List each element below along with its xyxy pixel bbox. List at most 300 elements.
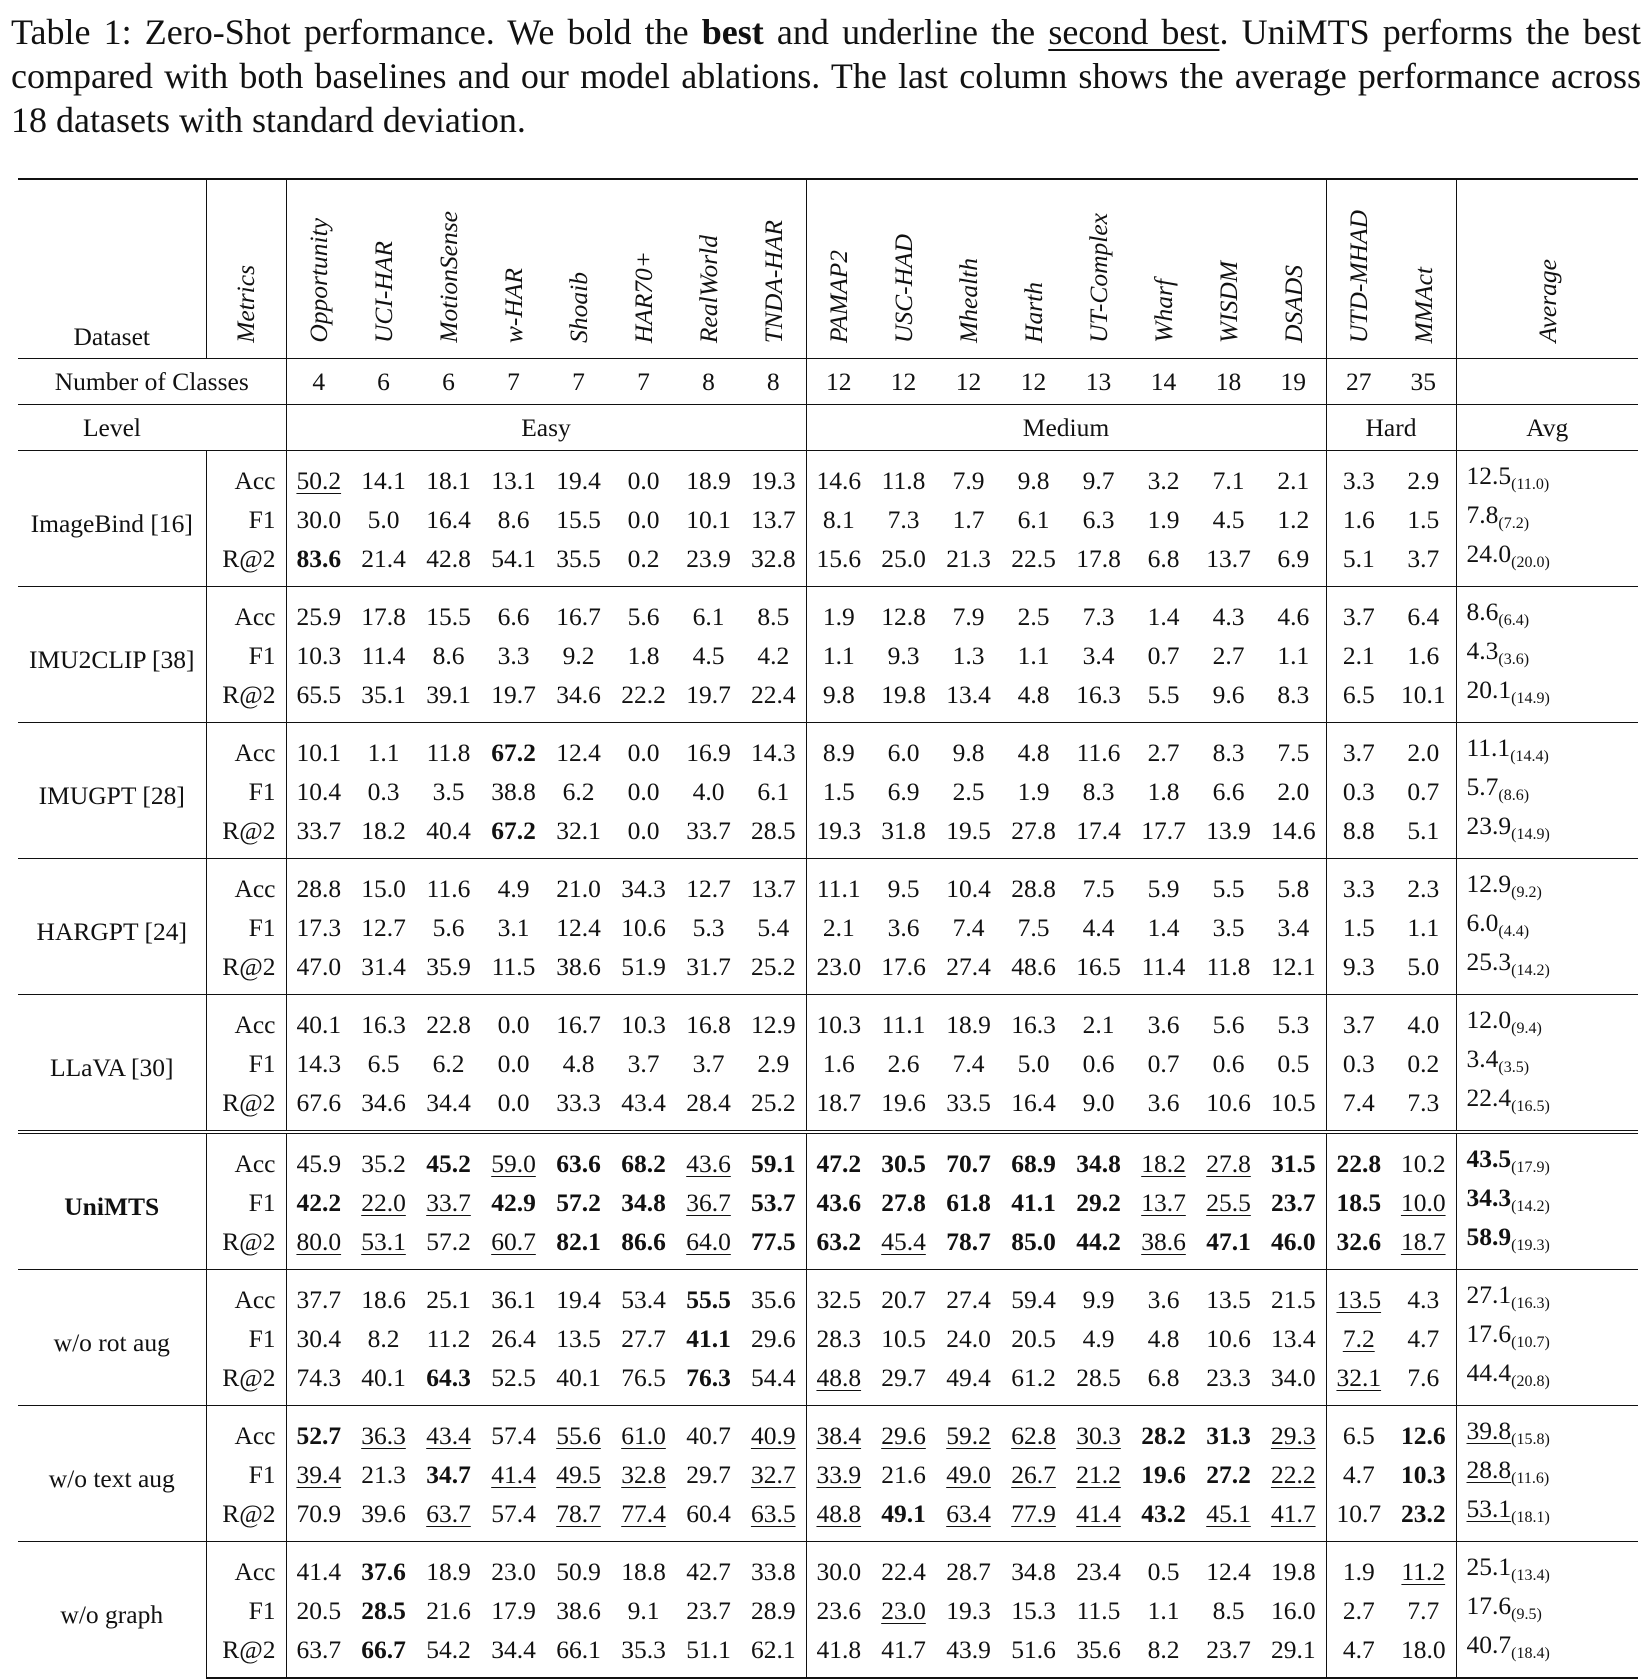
value-text: 21.3: [361, 1459, 406, 1489]
value-cell: [936, 636, 1001, 675]
value-cell: [1001, 811, 1066, 859]
table-row: [18, 1630, 1638, 1678]
metric-label: R@2: [206, 1222, 286, 1270]
value-cell: [351, 451, 416, 501]
value-text: 10.3: [816, 1009, 862, 1039]
value-text: 19.6: [881, 1087, 926, 1117]
value-cell: [1326, 1183, 1391, 1222]
value-cell: [871, 772, 936, 811]
value-cell: [936, 1132, 1001, 1183]
value-cell: [1261, 1270, 1326, 1320]
value-cell: [1391, 1455, 1456, 1494]
value-cell: [416, 1319, 481, 1358]
value-cell: [1196, 1358, 1261, 1406]
dataset-header-cell: [351, 179, 416, 359]
value-cell: [1261, 500, 1326, 539]
table-row: [18, 1183, 1638, 1222]
value-cell: [676, 1183, 741, 1222]
value-text: 18.9: [686, 465, 731, 495]
value-cell: [1261, 539, 1326, 587]
value-text: 12.7: [686, 873, 731, 903]
average-cell: [1456, 1591, 1638, 1630]
value-cell: [416, 811, 481, 859]
value-text: 11.1: [881, 1009, 926, 1039]
metric-label: Acc: [206, 995, 286, 1045]
value-text: 85.0: [1011, 1226, 1056, 1256]
value-text: 2.7: [1342, 1595, 1375, 1625]
value-text: 13.4: [946, 679, 991, 709]
value-cell: [676, 1406, 741, 1456]
value-text: 10.3: [1400, 1459, 1446, 1489]
value-cell: [546, 947, 611, 995]
value-cell: [611, 451, 676, 501]
value-cell: [1391, 1222, 1456, 1270]
value-cell: [481, 1132, 546, 1183]
value-cell: [481, 1406, 546, 1456]
num-classes-cell: 7: [546, 359, 611, 405]
average-cell: [1456, 1132, 1638, 1183]
value-text: 5.6: [432, 912, 465, 942]
value-text: 38.6: [556, 951, 601, 981]
level-label: Level: [18, 405, 206, 451]
value-cell: [676, 947, 741, 995]
dataset-header-cell: [1131, 179, 1196, 359]
dataset-header-cell: [676, 179, 741, 359]
value-text: 44.2: [1076, 1226, 1121, 1256]
value-cell: [1066, 947, 1131, 995]
value-cell: [481, 1044, 546, 1083]
average-std: (14.2): [1511, 962, 1550, 979]
value-cell: [1001, 1406, 1066, 1456]
value-cell: [1196, 1132, 1261, 1183]
dataset-header-cell: [1261, 179, 1326, 359]
metric-label: F1: [206, 772, 286, 811]
value-cell: [741, 947, 806, 995]
value-cell: [546, 1044, 611, 1083]
average-std: (8.6): [1498, 787, 1530, 804]
value-text: 8.2: [367, 1323, 400, 1353]
value-cell: [1261, 636, 1326, 675]
average-cell: [1456, 500, 1638, 539]
value-cell: [871, 451, 936, 501]
value-cell: [481, 1455, 546, 1494]
value-text: 49.1: [881, 1498, 926, 1528]
value-cell: [1196, 1083, 1261, 1132]
dataset-header-name: UTD-MHAD: [1344, 209, 1373, 343]
value-cell: [611, 587, 676, 637]
value-text: 2.9: [757, 1048, 790, 1078]
level-medium: Medium: [806, 405, 1326, 451]
value-text: 8.6: [432, 640, 465, 670]
dataset-header-name: RealWorld: [693, 234, 723, 343]
value-text: 76.3: [686, 1362, 731, 1392]
value-text: 27.7: [621, 1323, 666, 1353]
value-text: 74.3: [296, 1362, 342, 1392]
value-cell: [546, 1083, 611, 1132]
value-cell: [351, 772, 416, 811]
value-text: 20.5: [296, 1595, 342, 1625]
value-text: 34.0: [1270, 1362, 1316, 1392]
value-cell: [286, 1132, 351, 1183]
value-text: 4.0: [692, 776, 725, 806]
value-text: 21.2: [1076, 1459, 1121, 1489]
value-text: 28.5: [361, 1595, 406, 1625]
value-text: 31.7: [686, 951, 731, 981]
model-name: w/o text aug: [18, 1406, 206, 1542]
metric-label: Acc: [206, 1542, 286, 1592]
value-cell: [611, 1183, 676, 1222]
value-cell: [286, 500, 351, 539]
average-value: 5.7: [1466, 772, 1499, 801]
num-classes-cell: 12: [936, 359, 1001, 405]
value-cell: [871, 1183, 936, 1222]
value-text: 3.1: [497, 912, 530, 942]
value-text: 40.9: [750, 1420, 796, 1450]
value-cell: [741, 1222, 806, 1270]
value-text: 17.4: [1076, 815, 1121, 845]
value-text: 7.6: [1407, 1362, 1440, 1392]
average-value: 25.1: [1466, 1552, 1512, 1581]
value-cell: [286, 587, 351, 637]
value-cell: [871, 859, 936, 909]
average-std: (7.2): [1498, 515, 1530, 532]
average-header-cell: [1456, 179, 1638, 359]
value-cell: [1261, 1183, 1326, 1222]
value-text: 20.5: [1011, 1323, 1056, 1353]
table-row: [18, 772, 1638, 811]
value-text: 43.9: [946, 1634, 991, 1664]
value-cell: [1391, 500, 1456, 539]
value-text: 59.2: [946, 1420, 991, 1450]
value-text: 10.5: [1270, 1087, 1316, 1117]
value-cell: [1326, 1132, 1391, 1183]
average-cell: [1456, 908, 1638, 947]
average-value: 22.4: [1466, 1083, 1512, 1112]
value-text: 63.2: [816, 1226, 862, 1256]
caption-part3: . UniMTS performs the best compared with both baselines and our model ablations. The last column shows the average performance across 18 datasets with standard deviation.: [11, 12, 1641, 140]
value-cell: [481, 1542, 546, 1592]
value-cell: [1196, 587, 1261, 637]
value-cell: [806, 1270, 871, 1320]
value-text: 1.1: [1147, 1595, 1180, 1625]
value-text: 2.7: [1147, 737, 1180, 767]
value-text: 4.7: [1342, 1459, 1375, 1489]
value-cell: [416, 1630, 481, 1678]
value-text: 23.4: [1076, 1556, 1121, 1586]
table-row: [18, 451, 1638, 501]
metric-label: F1: [206, 1319, 286, 1358]
value-cell: [1001, 1183, 1066, 1222]
value-cell: [936, 859, 1001, 909]
metric-label: Acc: [206, 587, 286, 637]
value-text: 13.7: [750, 504, 796, 534]
average-cell: [1456, 723, 1638, 773]
model-name: HARGPT [24]: [18, 859, 206, 995]
value-cell: [1001, 1455, 1066, 1494]
value-text: 35.2: [361, 1148, 406, 1178]
value-cell: [351, 539, 416, 587]
value-cell: [1196, 451, 1261, 501]
average-cell: [1456, 1630, 1638, 1678]
value-cell: [351, 636, 416, 675]
average-value: 23.9: [1466, 811, 1512, 840]
value-text: 34.3: [621, 873, 666, 903]
value-cell: [611, 995, 676, 1045]
value-text: 40.7: [686, 1420, 731, 1450]
value-text: 8.3: [1277, 679, 1310, 709]
value-cell: [1391, 1406, 1456, 1456]
value-text: 18.9: [426, 1556, 471, 1586]
value-text: 4.8: [1017, 679, 1050, 709]
value-text: 16.7: [556, 1009, 601, 1039]
value-text: 0.7: [1147, 1048, 1180, 1078]
value-cell: [351, 859, 416, 909]
value-cell: [741, 1630, 806, 1678]
value-cell: [1391, 1270, 1456, 1320]
value-text: 23.0: [491, 1556, 536, 1586]
value-text: 53.1: [361, 1226, 406, 1256]
value-text: 26.4: [491, 1323, 536, 1353]
value-cell: [1326, 1222, 1391, 1270]
value-cell: [611, 1406, 676, 1456]
value-cell: [1066, 1183, 1131, 1222]
value-text: 6.2: [562, 776, 595, 806]
num-classes-cell: 7: [611, 359, 676, 405]
value-text: 7.3: [1407, 1087, 1440, 1117]
value-cell: [1391, 723, 1456, 773]
value-text: 25.9: [296, 601, 342, 631]
value-cell: [286, 539, 351, 587]
value-cell: [1131, 947, 1196, 995]
dataset-header-cell: [1066, 179, 1131, 359]
value-text: 32.5: [816, 1284, 862, 1314]
value-text: 34.8: [1076, 1148, 1121, 1178]
value-cell: [936, 1183, 1001, 1222]
value-cell: [1196, 636, 1261, 675]
value-cell: [741, 1044, 806, 1083]
metric-label: F1: [206, 1591, 286, 1630]
value-cell: [936, 947, 1001, 995]
table-row: [18, 811, 1638, 859]
value-text: 1.4: [1147, 912, 1180, 942]
value-cell: [1326, 1083, 1391, 1132]
value-text: 6.2: [432, 1048, 465, 1078]
value-cell: [871, 1083, 936, 1132]
value-cell: [1196, 1630, 1261, 1678]
value-cell: [1001, 772, 1066, 811]
value-text: 6.9: [887, 776, 920, 806]
value-text: 28.9: [750, 1595, 796, 1625]
average-value: 7.8: [1466, 500, 1499, 529]
value-text: 0.0: [627, 776, 660, 806]
model-name: w/o graph: [18, 1542, 206, 1679]
value-cell: [351, 1083, 416, 1132]
value-text: 40.4: [426, 815, 471, 845]
value-text: 27.4: [946, 951, 991, 981]
value-cell: [936, 1270, 1001, 1320]
value-text: 8.9: [822, 737, 855, 767]
value-text: 5.8: [1277, 873, 1310, 903]
value-text: 40.1: [556, 1362, 601, 1392]
value-cell: [416, 500, 481, 539]
value-cell: [871, 1319, 936, 1358]
dataset-header-cell: [871, 179, 936, 359]
value-cell: [676, 675, 741, 723]
value-cell: [481, 772, 546, 811]
value-text: 3.6: [887, 912, 920, 942]
value-cell: [1196, 539, 1261, 587]
value-text: 61.2: [1011, 1362, 1056, 1392]
value-text: 4.9: [1082, 1323, 1115, 1353]
num-classes-avg-empty: [1456, 359, 1638, 405]
value-text: 4.8: [1017, 737, 1050, 767]
value-text: 27.2: [1206, 1459, 1251, 1489]
value-cell: [1066, 995, 1131, 1045]
value-text: 1.4: [1147, 601, 1180, 631]
value-cell: [611, 636, 676, 675]
average-std: (18.1): [1511, 1509, 1550, 1526]
value-text: 41.1: [686, 1323, 731, 1353]
value-text: 19.3: [750, 465, 796, 495]
average-cell: [1456, 995, 1638, 1045]
value-cell: [1131, 1222, 1196, 1270]
value-cell: [1196, 500, 1261, 539]
value-text: 6.8: [1147, 543, 1180, 573]
value-text: 10.1: [1400, 679, 1446, 709]
value-text: 1.6: [822, 1048, 855, 1078]
value-text: 38.8: [491, 776, 536, 806]
value-text: 32.1: [556, 815, 601, 845]
value-cell: [611, 1542, 676, 1592]
value-text: 11.4: [361, 640, 406, 670]
value-cell: [741, 859, 806, 909]
value-cell: [416, 587, 481, 637]
average-cell: [1456, 1083, 1638, 1132]
value-cell: [416, 1542, 481, 1592]
dataset-header-name: Opportunity: [304, 218, 333, 343]
value-text: 6.1: [757, 776, 790, 806]
value-cell: [286, 1222, 351, 1270]
value-cell: [1066, 811, 1131, 859]
value-cell: [546, 723, 611, 773]
value-text: 21.0: [556, 873, 601, 903]
value-cell: [1196, 995, 1261, 1045]
value-cell: [1066, 1455, 1131, 1494]
value-cell: [741, 1183, 806, 1222]
value-cell: [871, 908, 936, 947]
value-cell: [286, 859, 351, 909]
value-text: 27.8: [881, 1187, 926, 1217]
value-text: 2.1: [1342, 640, 1375, 670]
table-row: [18, 1494, 1638, 1542]
value-cell: [676, 1591, 741, 1630]
value-cell: [546, 995, 611, 1045]
value-cell: [1131, 995, 1196, 1045]
value-cell: [611, 772, 676, 811]
dataset-header-name: UCI-HAR: [368, 241, 398, 343]
dataset-header-cell: [481, 179, 546, 359]
value-text: 9.1: [627, 1595, 660, 1625]
average-std: (16.3): [1511, 1295, 1550, 1312]
value-text: 7.7: [1407, 1595, 1440, 1625]
value-cell: [806, 995, 871, 1045]
metric-label: R@2: [206, 1358, 286, 1406]
value-cell: [1131, 811, 1196, 859]
value-text: 28.5: [750, 815, 796, 845]
value-text: 67.2: [491, 815, 536, 845]
value-text: 38.6: [1141, 1226, 1186, 1256]
value-cell: [546, 1542, 611, 1592]
value-text: 16.4: [1011, 1087, 1056, 1117]
value-text: 54.2: [426, 1634, 471, 1664]
value-cell: [1196, 675, 1261, 723]
value-cell: [676, 1319, 741, 1358]
value-text: 80.0: [296, 1226, 342, 1256]
value-cell: [611, 539, 676, 587]
value-cell: [351, 947, 416, 995]
average-std: (14.4): [1510, 748, 1549, 765]
value-text: 29.1: [1270, 1634, 1316, 1664]
value-text: 16.3: [1011, 1009, 1056, 1039]
value-cell: [1066, 675, 1131, 723]
value-cell: [286, 772, 351, 811]
metric-label: F1: [206, 1044, 286, 1083]
average-header-label: Average: [1532, 259, 1562, 343]
value-cell: [1131, 859, 1196, 909]
value-text: 48.8: [816, 1498, 862, 1528]
value-cell: [806, 1494, 871, 1542]
value-text: 54.1: [491, 543, 536, 573]
metric-label: Acc: [206, 1132, 286, 1183]
value-cell: [416, 1406, 481, 1456]
num-classes-cell: 19: [1261, 359, 1326, 405]
value-text: 6.0: [887, 737, 920, 767]
value-cell: [741, 811, 806, 859]
value-text: 45.2: [426, 1148, 471, 1178]
value-text: 6.9: [1277, 543, 1310, 573]
value-cell: [481, 947, 546, 995]
dataset-header-cell: [416, 179, 481, 359]
value-cell: [1326, 1044, 1391, 1083]
caption-best: best: [701, 12, 764, 52]
value-cell: [1131, 587, 1196, 637]
value-text: 7.9: [952, 601, 985, 631]
value-cell: [351, 1542, 416, 1592]
value-text: 77.9: [1011, 1498, 1056, 1528]
value-cell: [1196, 772, 1261, 811]
value-cell: [481, 1222, 546, 1270]
value-cell: [1391, 947, 1456, 995]
value-cell: [481, 1270, 546, 1320]
value-text: 0.2: [627, 543, 660, 573]
value-cell: [1326, 539, 1391, 587]
value-text: 5.5: [1147, 679, 1180, 709]
value-cell: [806, 723, 871, 773]
value-cell: [936, 723, 1001, 773]
table-row: [18, 1132, 1638, 1183]
table-row: [18, 723, 1638, 773]
average-std: (15.8): [1511, 1431, 1550, 1448]
value-text: 57.2: [426, 1226, 471, 1256]
average-std: (20.8): [1511, 1373, 1550, 1390]
value-cell: [1196, 1044, 1261, 1083]
value-cell: [1001, 1083, 1066, 1132]
value-text: 34.4: [491, 1634, 536, 1664]
value-text: 1.3: [952, 640, 985, 670]
value-text: 11.8: [881, 465, 926, 495]
value-text: 51.9: [621, 951, 666, 981]
average-std: (18.4): [1511, 1645, 1550, 1662]
